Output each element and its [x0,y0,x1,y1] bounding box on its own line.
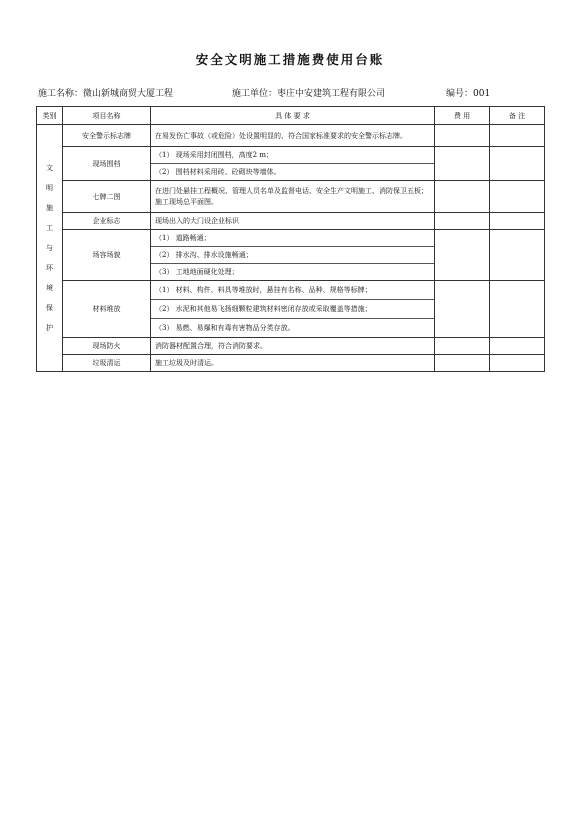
requirement-cell [151,281,435,338]
cost-cell [435,147,490,181]
category-char: 境 [46,284,53,292]
header-cost: 费 用 [435,107,490,125]
project-name: 施工名称：微山新城商贸大厦工程 [38,89,174,99]
table-row [37,355,545,372]
table-row [37,281,545,338]
table-row [37,181,545,213]
category-char: 环 [46,264,53,272]
requirement-line: （2） 排水沟、排水设施畅通； [151,247,434,264]
item-name: 场容场貌 [63,230,151,281]
requirement-text: 在进门处悬挂工程概况、管理人员名单及监督电话、安全生产文明施工、消防保卫五板；施工现场总平面图。 [155,186,428,206]
cost-cell [435,213,490,230]
category-char: 文 [46,164,53,172]
requirement-cell [151,338,435,355]
remark-cell [490,338,545,355]
category-char: 与 [46,244,53,252]
requirement-text: 消防器材配置合理，符合消防要求。 [155,342,267,350]
item-name: 现场围档 [63,147,151,181]
cost-cell [435,230,490,281]
header-category: 类别 [37,107,63,125]
cost-cell [435,281,490,338]
requirement-line: （3） 工地地面硬化处理； [155,268,239,276]
remark-cell [490,213,545,230]
header-row [37,107,545,125]
remark-cell [490,355,545,372]
table-row [37,125,545,147]
item-name: 现场防火 [63,338,151,355]
cost-cell [435,355,490,372]
table-row [37,230,545,281]
table-row [37,338,545,355]
requirement-cell [151,181,435,213]
document-meta [36,86,544,100]
requirement-cell [151,230,435,281]
requirement-cell [151,147,435,181]
requirement-text: 现场出入的大门设企业标识 [155,217,239,225]
category-char: 明 [46,184,53,192]
item-name: 企业标志 [63,213,151,230]
requirement-text: 在易发伤亡事故（或危险）处设置明显的、符合国家标准要求的安全警示标志牌。 [155,131,407,140]
header-remark: 备 注 [490,107,545,125]
category-char: 工 [46,224,53,232]
item-name: 七牌二图 [63,181,151,213]
item-name: 垃圾清运 [63,355,151,372]
category-cell [37,125,63,372]
remark-cell [490,181,545,213]
requirement-cell [151,125,435,147]
header-requirement: 具 体 要 求 [151,107,435,125]
cost-cell [435,125,490,147]
requirement-line: （2） 水泥和其他易飞扬细颗粒建筑材料密闭存放或采取覆盖等措施； [151,300,434,319]
document-number: 编号：001 [446,89,491,99]
table-row [37,213,545,230]
remark-cell [490,281,545,338]
requirement-cell [151,213,435,230]
document-title: 安全文明施工措施费使用台账 [195,52,385,67]
remark-cell [490,230,545,281]
category-char: 施 [46,204,53,212]
requirement-line: （1） 材料、构件、料具等堆放时，悬挂有名称、品种、规格等标牌； [151,281,434,300]
requirement-line: （2） 围档材料采用砖、砼砌块等墙体。 [155,168,281,176]
requirement-line: （1） 现场采用封闭围档，高度2 m； [151,147,434,164]
item-name: 材料堆放 [63,281,151,338]
header-item: 项目名称 [63,107,151,125]
cost-cell [435,181,490,213]
requirement-cell [151,355,435,372]
requirement-text: 施工垃圾及时清运。 [155,359,218,367]
remark-cell [490,147,545,181]
item-name: 安全警示标志牌 [63,125,151,147]
category-char: 保 [46,304,53,312]
ledger-table [36,106,545,372]
cost-cell [435,338,490,355]
requirement-line: （1） 道路畅通； [151,230,434,247]
table-row [37,147,545,181]
category-char: 护 [46,324,53,332]
construction-unit: 施工单位：枣庄中安建筑工程有限公司 [232,89,386,99]
remark-cell [490,125,545,147]
requirement-line: （3） 易燃、易爆和有毒有害物品分类存放。 [155,324,295,332]
